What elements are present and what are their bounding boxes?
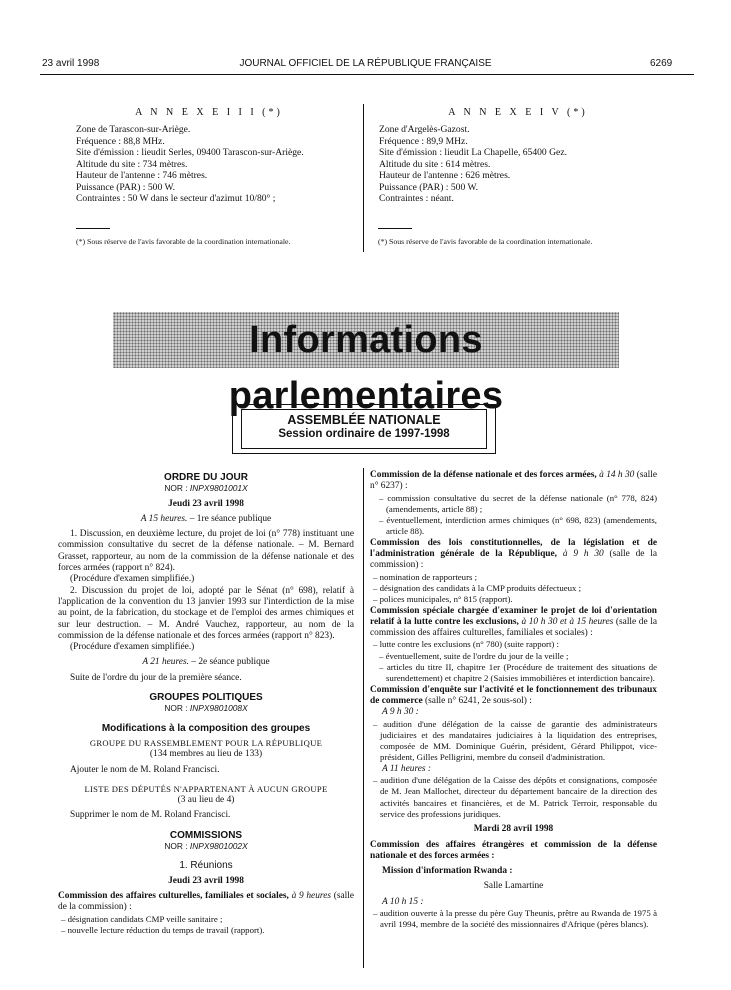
nor-code: INPX9801001X: [189, 483, 248, 494]
mission-time: [370, 897, 657, 908]
nor-code: INPX9801002X: [189, 841, 248, 852]
annexe-3-body: [76, 124, 304, 205]
nor-label: NOR :: [164, 841, 188, 852]
annexe-3-note-rule: [76, 228, 110, 229]
non-inscrits-action: Supprimer le nom de M. Roland Francisci.: [70, 810, 231, 821]
enquete-time-1: [370, 707, 657, 718]
commission-enquete-tribunaux: [370, 685, 657, 708]
non-inscrits-count: (3 au lieu de 4): [177, 795, 235, 806]
seance-1-line: [58, 514, 354, 525]
annexe-3-line: Hauteur de l'antenne : 746 mètres.: [76, 170, 208, 181]
commission-room: (salle de la commission) :: [370, 549, 658, 571]
assemblee-nationale-inner-box: [241, 409, 487, 449]
commission-room: (salle de la commission) :: [58, 890, 355, 913]
assemblee-nationale-box: [232, 404, 496, 454]
defense-item: – éventuellement, interdiction armes chimiques (n° 698, 823) (amendements, article 88).: [379, 515, 657, 537]
ordre-du-jour-heading: ORDRE DU JOUR: [164, 472, 248, 483]
groupes-politiques-heading: GROUPES POLITIQUES: [149, 692, 263, 704]
main-column-divider: [363, 468, 364, 968]
nor-code: INPX9801008X: [189, 703, 248, 714]
rpr-group-count: (134 membres au lieu de 133): [149, 749, 263, 760]
commission-affaires-culturelles: [58, 891, 354, 914]
commission-title: Commission des affaires culturelles, familiales et sociales,: [58, 890, 289, 901]
commissions-heading: COMMISSIONS: [169, 829, 243, 841]
agenda-item-1: 1. Discussion, en deuxième lecture, du projet de loi (n° 778) instituant une commission consultative du secret de la défense nationale. – M. Bernard Grasset, rapporteur, au nom de la commission de la défense nationale et des forces armées (rapport n° 824).: [58, 529, 354, 574]
commission-title: Commission spéciale chargée d'examiner le projet de loi d'orientation relatif à la lutte contre les exclusions,: [370, 605, 657, 627]
annexe-3-title: A N N E X E I I I (*): [135, 107, 283, 118]
annexe-column-divider: [363, 104, 364, 252]
header-date: 23 avril 1998: [42, 58, 100, 69]
commission-time: à 10 h 30 et à 15 heures: [521, 616, 614, 627]
exclusions-subitem: – articles du titre II, chapitre 1er (Procédure de traitement des situations de surendettement) et chapitre 2 (Saisies immobilières et interdiction bancaire).: [379, 662, 657, 684]
nor-label: NOR :: [164, 483, 188, 494]
seance-2-label: – 2e séance publique: [191, 657, 270, 668]
seance-1-time: A 15 heures.: [140, 513, 188, 524]
exclusions-item: – lutte contre les exclusions (n° 780) (suite rapport) :: [373, 639, 560, 650]
culture-item: – nouvelle lecture réduction du temps de travail (rapport).: [61, 924, 265, 935]
time-label: A 10 h 15 :: [382, 896, 424, 907]
lois-item: – polices municipales, n° 815 (rapport).: [373, 594, 513, 605]
non-inscrits-name: LISTE DES DÉPUTÉS N'APPARTENANT À AUCUN GROUPE: [84, 783, 328, 794]
right-column: [370, 470, 657, 931]
seance-2-suite: Suite de l'ordre du jour de la première séance.: [70, 672, 242, 683]
reunions-heading: 1. Réunions: [179, 860, 233, 872]
culture-item: – désignation candidats CMP veille sanitaire ;: [61, 913, 223, 924]
annexe-3-line: Fréquence : 88,8 MHz.: [76, 135, 165, 147]
session-title: Session ordinaire de 1997-1998: [278, 428, 450, 440]
nor-label: NOR :: [164, 703, 188, 714]
lois-item: – nomination de rapporteurs ;: [373, 571, 478, 582]
annexe-4-body: [379, 124, 567, 205]
mission-room: Salle Lamartine: [483, 881, 544, 892]
time-label: A 9 h 30 :: [382, 707, 419, 718]
assemblee-title: ASSEMBLÉE NATIONALE: [287, 413, 441, 427]
annexe-3-line: Altitude du site : 734 mètres.: [76, 158, 188, 170]
commission-etrangeres-defense: Commission des affaires étrangères et commission de la défense nationale et des forces armées :: [370, 839, 657, 861]
mission-rwanda-title: Mission d'information Rwanda :: [382, 866, 513, 877]
annexe-4-title: A N N E X E I V (*): [448, 107, 588, 118]
commission-time: à 9 h 30: [562, 549, 604, 560]
annexe-3-footnote: (*) Sous réserve de l'avis favorable de la coordination internationale.: [76, 237, 291, 246]
annexe-4-note-rule: [378, 228, 412, 229]
enquete-item-2: – audition d'une délégation de la Caisse des dépôts et consignations, composée de M. Jean Mallochet, directeur du département bancaire de la direction des activités bancaires et financières, et de M. Patrick Terroir, responsable du service des professions juridiques.: [373, 775, 657, 819]
commission-title: Commission des lois constitutionnelles, de la législation et de l'administration générale de la République,: [370, 537, 657, 560]
time-label: A 11 heures :: [382, 763, 432, 774]
agenda-item-2-procedure: (Procédure d'examen simplifiée.): [70, 642, 195, 653]
header-journal-title: JOURNAL OFFICIEL DE LA RÉPUBLIQUE FRANÇAISE: [239, 58, 492, 69]
header-rule: [40, 74, 694, 75]
annexe-4-line: Altitude du site : 614 mètres.: [379, 158, 491, 170]
annexe-4-footnote: (*) Sous réserve de l'avis favorable de la coordination internationale.: [378, 237, 593, 246]
agenda-item-1-procedure: (Procédure d'examen simplifiée.): [70, 574, 195, 585]
commissions-nor: [58, 841, 354, 852]
seance-2-line: [58, 657, 354, 668]
exclusions-subitem: – éventuellement, suite de l'ordre du jour de la veille ;: [379, 650, 569, 661]
annexe-4-line: Zone d'Argelès-Gazost.: [379, 124, 470, 135]
banner-title: Informations parlementaires: [228, 319, 504, 417]
annexe-4-line: Hauteur de l'antenne : 626 mètres.: [379, 170, 511, 181]
agenda-item-2: 2. Discussion du projet de loi, adopté par le Sénat (n° 698), relatif à l'application de la convention du 13 janvier 1993 sur l'interdiction de la mise au point, de la fabrication, du stockage et de l'emploi des armes chimiques et sur leur destruction. – M. André Vauchez, rapporteur, au nom de la commission de la défense nationale et des forces armées (rapport n° 823).: [58, 585, 354, 641]
annexe-4-line: Site d'émission : lieudit La Chapelle, 65400 Gez.: [379, 147, 567, 158]
annexe-3-line: Puissance (PAR) : 500 W.: [76, 181, 176, 193]
commission-room: (salle de la commission des affaires culturelles, familiales et sociales) :: [370, 616, 658, 639]
date-mardi-28-avril: Mardi 28 avril 1998: [473, 824, 554, 835]
rpr-group-name: GROUPE DU RASSEMBLEMENT POUR LA RÉPUBLIQUE: [89, 737, 323, 748]
annexe-3-line: Contraintes : 50 W dans le secteur d'azimut 10/80° ;: [76, 193, 276, 204]
rpr-group-action: Ajouter le nom de M. Roland Francisci.: [70, 764, 220, 775]
modifications-heading: Modifications à la composition des groupes: [101, 722, 311, 734]
informations-parlementaires-banner: [113, 312, 619, 417]
commission-title: Commission de la défense nationale et des forces armées,: [370, 470, 597, 480]
commission-lois: [370, 538, 657, 572]
commission-title: Commission d'enquête sur l'activité et le fonctionnement des tribunaux de commerce: [370, 684, 657, 706]
annexe-4-line: Puissance (PAR) : 500 W.: [379, 181, 479, 193]
date-jeudi-23-avril-commissions: Jeudi 23 avril 1998: [168, 875, 244, 886]
groupes-politiques-nor: [58, 703, 354, 714]
defense-item: – commission consultative du secret de la défense nationale (n° 778, 824) (amendements, article 88) ;: [379, 492, 657, 514]
ordre-du-jour-nor: [58, 483, 354, 494]
date-jeudi-23-avril: Jeudi 23 avril 1998: [168, 498, 244, 509]
annexe-3-line: Site d'émission : lieudit Serles, 09400 Tarascon-sur-Ariège.: [76, 147, 304, 158]
commission-time: à 14 h 30: [599, 470, 635, 480]
commission-speciale-exclusions: [370, 606, 657, 640]
mission-item: – audition ouverte à la presse du père Guy Theunis, prêtre au Rwanda de 1975 à avril 1994, membre de la société des missionnaires d'Afrique (pères blancs).: [373, 907, 657, 930]
commission-room: (salle n° 6237) :: [370, 470, 658, 492]
annexe-4-line: Fréquence : 89,9 MHz.: [379, 135, 468, 147]
commission-defense: [370, 470, 657, 493]
seance-1-label: – 1re séance publique: [189, 513, 272, 524]
header-page-number: 6269: [650, 58, 673, 69]
commission-time: à 9 heures: [291, 890, 331, 901]
left-column: [58, 472, 354, 936]
enquete-item-1: – audition d'une délégation de la caisse de garantie des administrateurs judiciaires et des mandataires judiciaires à la liquidation des entreprises, composée de MM. Dominique Guérin, président, Gérard Philippot, vice-président, Gilles Pelligrini, membre du conseil d'administration.: [373, 718, 657, 763]
lois-item: – désignation des candidats à la CMP produits défectueux ;: [373, 582, 582, 593]
commission-room: (salle n° 6241, 2e sous-sol) :: [425, 695, 532, 706]
enquete-time-2: [370, 764, 657, 775]
seance-2-time: A 21 heures.: [142, 657, 189, 668]
annexe-4-line: Contraintes : néant.: [379, 193, 454, 204]
annexe-3-line: Zone de Tarascon-sur-Ariège.: [76, 124, 191, 135]
